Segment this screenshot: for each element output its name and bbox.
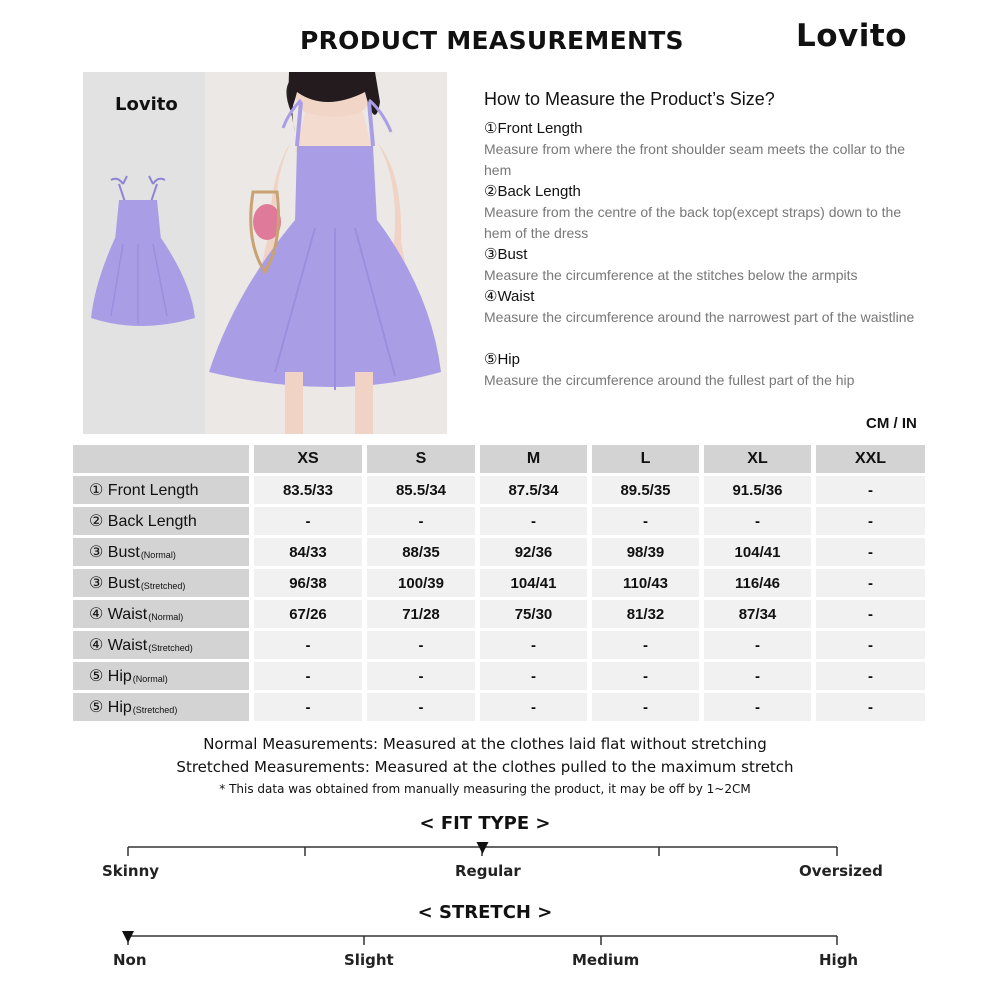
measure-bust-label: ③Bust: [484, 246, 528, 263]
fit-type-scale: [0, 838, 1000, 864]
table-cell: -: [480, 662, 587, 690]
table-cell: 85.5/34: [367, 476, 475, 504]
fit-type-title: < FIT TYPE >: [419, 813, 551, 834]
table-cell: 96/38: [254, 569, 362, 597]
table-cell: -: [592, 507, 699, 535]
table-cell: -: [367, 693, 475, 721]
table-cell: -: [704, 693, 811, 721]
stretch-label-high: High: [819, 951, 859, 969]
table-cell: 100/39: [367, 569, 475, 597]
table-cell: -: [592, 631, 699, 659]
table-cell: 83.5/33: [254, 476, 362, 504]
table-cell: -: [816, 507, 925, 535]
table-cell: -: [254, 693, 362, 721]
stretch-marker: [122, 931, 134, 943]
measure-waist-desc: Measure the circumference around the narrowest part of the waistline: [484, 309, 915, 325]
stretch-label-non: Non: [113, 951, 147, 969]
table-cell: -: [480, 631, 587, 659]
table-cell: 104/41: [480, 569, 587, 597]
disclaimer-note: * This data was obtained from manually measuring the product, it may be off by 1~2CM: [219, 782, 751, 796]
fit-label-skinny: Skinny: [102, 862, 160, 880]
table-cell: -: [816, 538, 925, 566]
fit-type-marker: [477, 842, 489, 854]
table-cell: -: [592, 693, 699, 721]
table-cell: -: [480, 507, 587, 535]
table-cell: 88/35: [367, 538, 475, 566]
table-cell: -: [254, 631, 362, 659]
measure-bust-desc: Measure the circumference at the stitches below the armpits: [484, 267, 858, 283]
table-cell: -: [704, 662, 811, 690]
table-cell: -: [704, 631, 811, 659]
normal-measurement-note: Normal Measurements: Measured at the clothes laid flat without stretching: [203, 735, 767, 753]
measure-waist-label: ④Waist: [484, 288, 535, 305]
table-cell: -: [592, 662, 699, 690]
model-photo: [205, 72, 447, 434]
howto-title: How to Measure the Product’s Size?: [484, 89, 775, 109]
table-cell: 71/28: [367, 600, 475, 628]
row-label: ④ Waist $_{(Stretched)}$: [73, 631, 249, 659]
table-cell: 84/33: [254, 538, 362, 566]
stretch-label-slight: Slight: [344, 951, 394, 969]
table-cell: -: [816, 600, 925, 628]
flat-lay-image: [83, 72, 205, 434]
table-cell: 92/36: [480, 538, 587, 566]
table-cell: 89.5/35: [592, 476, 699, 504]
measure-hip-label: ⑤Hip: [484, 351, 520, 368]
table-cell: 116/46: [704, 569, 811, 597]
brand-logo: Lovito: [796, 18, 908, 54]
row-label: ⑤ Hip $_{(Stretched)}$: [73, 693, 249, 721]
fit-label-regular: Regular: [455, 862, 521, 880]
model-dress-illustration: [205, 72, 447, 434]
table-cell: -: [254, 507, 362, 535]
row-label: ② Back Length: [73, 507, 249, 535]
table-cell: -: [816, 476, 925, 504]
row-label: ④ Waist $_{(Normal)}$: [73, 600, 249, 628]
measure-front-length-label: ①Front Length: [484, 120, 583, 137]
table-cell: -: [816, 693, 925, 721]
table-cell: -: [480, 693, 587, 721]
measure-hip-desc: Measure the circumference around the fullest part of the hip: [484, 372, 855, 388]
size-header-xxl: XXL: [816, 445, 925, 473]
table-cell: 87.5/34: [480, 476, 587, 504]
table-cell: 110/43: [592, 569, 699, 597]
table-cell: 75/30: [480, 600, 587, 628]
row-label: ⑤ Hip $_{(Normal)}$: [73, 662, 249, 690]
table-cell: -: [367, 507, 475, 535]
size-header-m: M: [480, 445, 587, 473]
units-label: CM / IN: [866, 415, 917, 432]
table-cell: -: [816, 631, 925, 659]
table-cell: -: [367, 662, 475, 690]
size-header-s: S: [367, 445, 475, 473]
flat-dress-illustration: [83, 72, 205, 434]
stretched-measurement-note: Stretched Measurements: Measured at the clothes pulled to the maximum stretch: [176, 758, 794, 776]
table-cell: 104/41: [704, 538, 811, 566]
stretch-scale: [0, 927, 1000, 953]
row-label: ③ Bust $_{(Normal)}$: [73, 538, 249, 566]
table-cell: 98/39: [592, 538, 699, 566]
fit-label-oversized: Oversized: [799, 862, 883, 880]
measure-back-length-label: ②Back Length: [484, 183, 581, 200]
size-header-l: L: [592, 445, 699, 473]
table-cell: -: [816, 662, 925, 690]
table-cell: -: [254, 662, 362, 690]
stretch-title: < STRETCH >: [417, 902, 553, 923]
table-cell: -: [816, 569, 925, 597]
row-label: ③ Bust $_{(Stretched)}$: [73, 569, 249, 597]
row-label: ① Front Length: [73, 476, 249, 504]
panel-brand-logo: Lovito: [115, 94, 178, 115]
page-title: PRODUCT MEASUREMENTS: [300, 26, 684, 55]
stretch-label-medium: Medium: [572, 951, 640, 969]
table-cell: -: [704, 507, 811, 535]
measure-back-length-desc: Measure from the centre of the back top(except straps) down to the hem of the dress: [484, 204, 902, 241]
table-cell: 91.5/36: [704, 476, 811, 504]
size-header-xs: XS: [254, 445, 362, 473]
table-cell: -: [367, 631, 475, 659]
measure-front-length-desc: Measure from where the front shoulder seam meets the collar to the hem: [484, 141, 905, 178]
table-cell: 81/32: [592, 600, 699, 628]
size-header-xl: XL: [704, 445, 811, 473]
table-header-blank: [73, 445, 249, 473]
table-cell: 87/34: [704, 600, 811, 628]
table-cell: 67/26: [254, 600, 362, 628]
